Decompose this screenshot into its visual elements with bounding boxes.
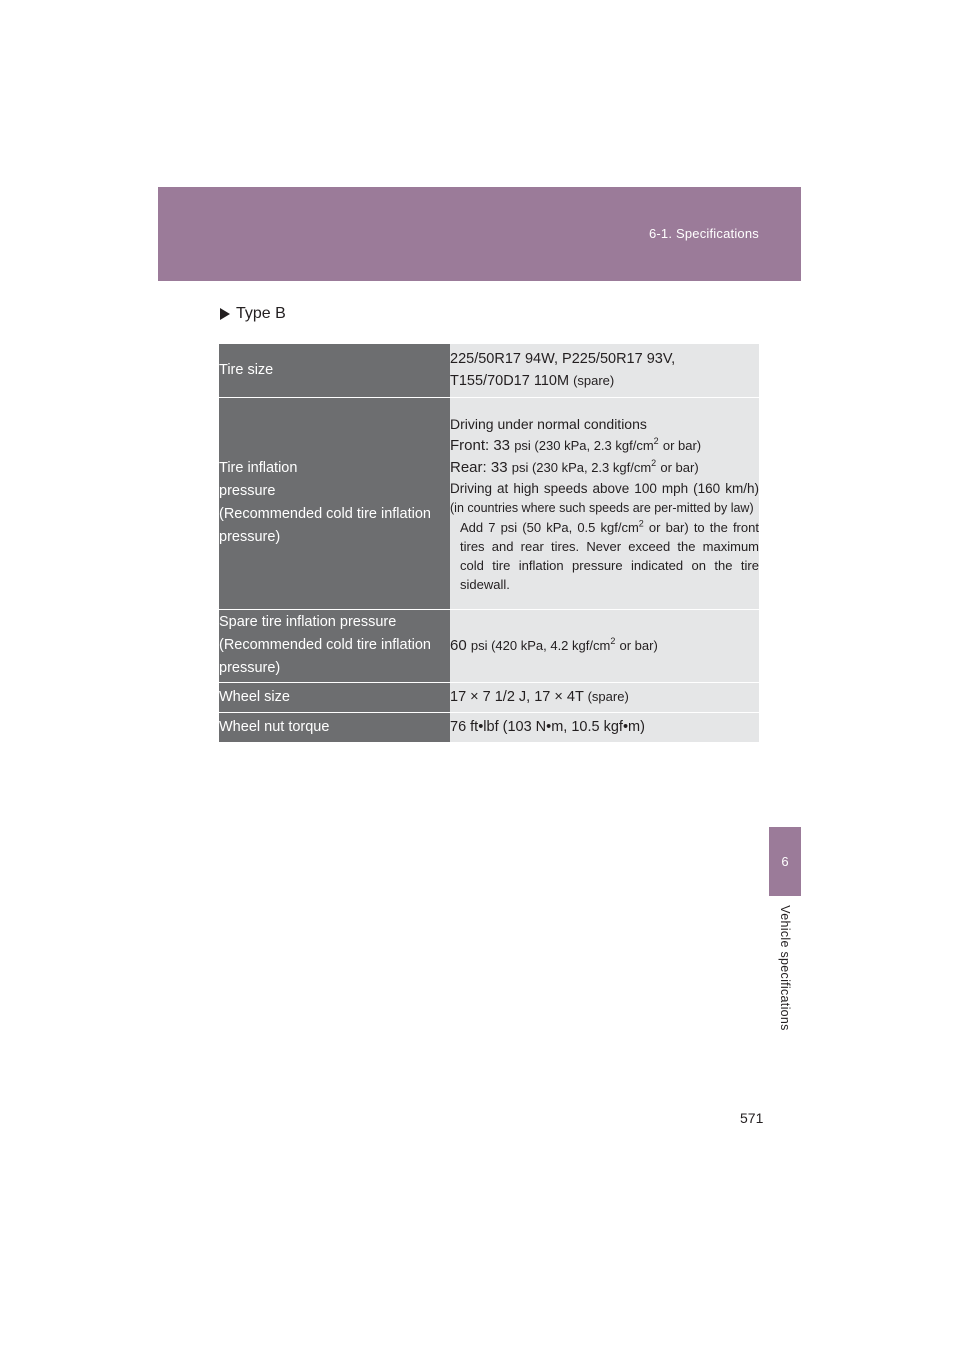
chapter-tab bbox=[769, 827, 801, 896]
header-bar bbox=[158, 187, 801, 281]
wheel-nut-torque-value: 76 ft•lbf (103 N•m, 10.5 kgf•m) bbox=[450, 712, 759, 742]
table-row-wheel-size bbox=[219, 682, 759, 712]
tire-size-value-line2: T155/70D17 110M (spare) bbox=[450, 373, 615, 390]
chapter-number: 6 bbox=[781, 854, 789, 869]
chapter-title: Vehicle specifications bbox=[778, 905, 792, 1031]
spare-inflation-value: 60 psi (420 kPa, 4.2 kgf/$cm^2$ or bar) bbox=[450, 609, 759, 682]
tire-size-value bbox=[450, 344, 759, 397]
section-header-title: 6-1. Specifications bbox=[648, 226, 759, 241]
wheel-size-label: Wheel size bbox=[219, 682, 450, 712]
high-speed-note: Driving at high speeds above 100 mph (160 km/h) (in countries where such speeds are per-mitted by law) bbox=[450, 480, 759, 515]
tire-size-label: Tire size bbox=[219, 344, 450, 397]
spare-inflation-label: Spare tire inflation pressure (Recommended cold tire inflation pressure) bbox=[219, 609, 450, 682]
normal-conditions-heading: Driving under normal conditions bbox=[450, 415, 647, 432]
table-row-spare-inflation bbox=[219, 609, 759, 682]
page-number: 571 bbox=[740, 1110, 764, 1126]
section-title bbox=[220, 305, 286, 323]
tire-size-value-line1: 225/50R17 94W, P225/50R17 93V, bbox=[450, 351, 676, 368]
table-row-wheel-nut-torque bbox=[219, 712, 759, 742]
table-row-tire-inflation bbox=[219, 397, 759, 609]
triangle-bullet-icon bbox=[220, 308, 230, 320]
spec-table bbox=[219, 344, 759, 742]
wheel-size-value: 17 × 7 1/2 J, 17 × 4T (spare) bbox=[450, 682, 759, 712]
tire-inflation-value bbox=[450, 397, 759, 609]
wheel-nut-torque-label: Wheel nut torque bbox=[219, 712, 450, 742]
section-title-text: Type B bbox=[236, 305, 286, 322]
rear-pressure: Rear: 33 psi (230 kPa, 2.3 kgf/$cm^2$ or bar) bbox=[450, 457, 699, 476]
tire-inflation-label: Tire inflation pressure (Recommended cold tire inflation pressure) bbox=[219, 397, 450, 609]
front-pressure: Front: 33 psi (230 kPa, 2.3 kgf/$cm^2$ or bar) bbox=[450, 435, 702, 454]
high-speed-adjustment: Add 7 psi (50 kPa, 0.5 kgf/$cm^2$ or bar) to the front tires and rear tires. Never exceed the maximum cold tire inflation pressure indicated on the tire sidewall. bbox=[460, 518, 759, 592]
table-row-tire-size bbox=[219, 344, 759, 397]
